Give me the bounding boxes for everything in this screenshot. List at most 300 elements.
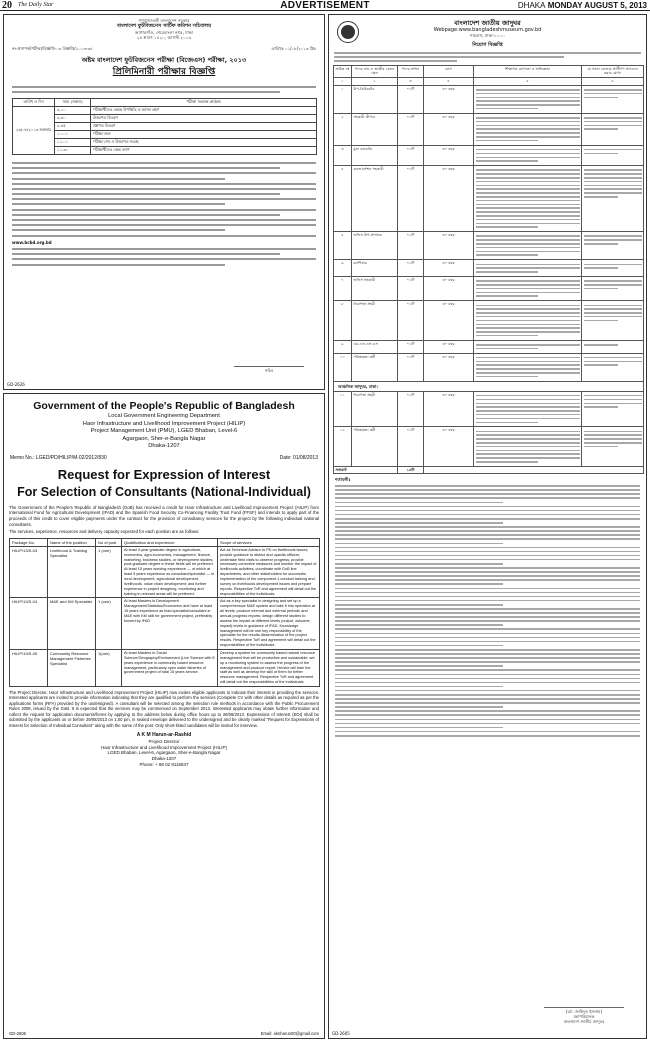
text-line <box>476 157 580 159</box>
memo-date: Date: 01/08/2013 <box>279 454 318 461</box>
table-row <box>10 649 320 686</box>
text-line <box>335 694 640 696</box>
text-line <box>335 678 640 680</box>
signer-block <box>4 732 324 768</box>
text-line <box>335 723 640 725</box>
text-line <box>476 140 538 142</box>
gd-code: GD-2626 <box>7 382 25 387</box>
text-line <box>476 399 580 401</box>
package-number: HILIP/13/S-03 <box>10 546 48 598</box>
table-row <box>13 146 317 154</box>
text-line <box>12 224 316 226</box>
text-line <box>335 588 640 590</box>
qualification-text <box>474 260 582 277</box>
text-line <box>584 173 642 175</box>
post-name: অফিস উপ-প্রশাসক <box>352 232 398 260</box>
table-row <box>13 114 317 122</box>
text-line <box>12 253 280 255</box>
eligible-districts <box>582 276 644 300</box>
text-line <box>335 485 640 487</box>
text-line <box>335 682 640 684</box>
text-line <box>476 128 580 130</box>
post-count: ০১টি <box>398 232 424 260</box>
age-limit: ৩০ বছর <box>424 301 474 340</box>
column-number: ১ <box>334 78 352 86</box>
text-line <box>476 453 580 455</box>
slot-event: উত্তরপত্র বিতরণ <box>91 114 317 122</box>
text-line <box>476 108 538 110</box>
text-line <box>584 185 642 187</box>
text-line <box>584 264 642 266</box>
row-number: ৫ <box>334 232 352 260</box>
exam-schedule-table <box>12 98 317 155</box>
text-line <box>476 446 580 448</box>
signer-phone: Phone: + 88 02 8116847 <box>139 762 189 768</box>
text-line <box>584 312 642 314</box>
text-line <box>12 188 316 190</box>
text-line <box>476 357 580 359</box>
text-line <box>12 214 280 216</box>
section-row <box>334 381 644 391</box>
table-row <box>13 138 317 146</box>
slot-time: ৯.৩০ <box>55 114 91 122</box>
column-header: পরীক্ষা সংক্রান্ত কার্যক্রম <box>91 98 317 106</box>
text-line <box>12 203 225 205</box>
slot-event: পরীক্ষার্থীদের কেন্দ্র ত্যাগ <box>91 146 317 154</box>
text-line <box>335 583 503 585</box>
signer-city: Dhaka-1207 <box>151 756 177 762</box>
scope: Act as Technical Advisor to PD on livelihoods issues; provide guidance to district and upazila officers; undertake field visits to observe progress; provide necessary corrective measures and monitor the impact of livelihoods activities; coordinate with GoB line departments, and other stakeholders for successful implementation of the component 1 conduct training and survey on livelihoods development issues and prepare reports. Respective ToR and agreement will detail out the responsibilities of the individuals. <box>218 546 320 598</box>
column-header: Name of the position <box>48 538 96 546</box>
signatory: সচিব <box>234 366 304 373</box>
text-line <box>476 215 580 217</box>
column-header: পদের সংখ্যা <box>398 65 424 77</box>
text-line <box>335 661 640 663</box>
exam-title: অষ্টম বাংলাদেশ ফুটবিজনেস পরীক্ষা (বিজেএস) পরীক্ষা, ২০১৩ <box>81 56 247 64</box>
table-header-row <box>334 65 644 77</box>
text-line <box>335 518 640 520</box>
org-name: বাংলাদেশ জাতীয় জাদুঘর <box>454 19 521 27</box>
text-line <box>476 153 580 155</box>
text-line <box>476 368 580 370</box>
text-line <box>476 312 580 314</box>
post-name: নিরাপত্তা প্রহরী <box>352 301 398 340</box>
table-row <box>334 113 644 145</box>
eoi-title: Request for Expression of Interest <box>57 467 271 483</box>
total-spacer <box>424 466 644 474</box>
text-line <box>335 735 640 737</box>
text-line <box>476 372 580 374</box>
text-line <box>335 665 503 667</box>
text-line <box>335 637 640 639</box>
memo-number: Memo No.: LGED/PD/HILIP/M-02/2012/830 <box>10 454 107 461</box>
text-line <box>476 288 580 290</box>
text-line <box>335 710 640 712</box>
text-line <box>476 235 580 237</box>
row-number: ১০ <box>334 353 352 381</box>
text-line <box>335 633 640 635</box>
scope-note: The services, experience, resources and delivery capacity expected for each position are as follows: <box>9 529 200 535</box>
text-line <box>476 219 580 221</box>
text-line <box>335 596 640 598</box>
text-line <box>476 335 538 337</box>
row-number: ১২ <box>334 427 352 466</box>
signature-line <box>544 1007 624 1008</box>
qualification-text <box>474 113 582 145</box>
slot-time: ১০.০০ <box>55 130 91 138</box>
text-line <box>476 251 580 253</box>
website-link[interactable]: Webpage:www.bangladeshmuseum.gov.bd <box>433 27 542 34</box>
text-line <box>476 173 580 175</box>
qualification-text <box>474 391 582 427</box>
text-line <box>334 52 641 54</box>
text-line <box>335 571 640 573</box>
table-row <box>334 166 644 232</box>
post-count: 1 (one) <box>96 598 122 650</box>
text-line <box>476 226 538 228</box>
row-number: ১ <box>334 85 352 113</box>
text-line <box>584 177 642 179</box>
text-line <box>335 559 640 561</box>
post-count: ০১টি <box>398 340 424 353</box>
text-line <box>335 530 640 532</box>
table-row <box>334 276 644 300</box>
text-line <box>476 100 580 102</box>
slot-time: ৯.৪৫ <box>55 122 91 130</box>
column-number: ২ <box>352 78 398 86</box>
text-line <box>476 434 580 436</box>
table-row <box>334 353 644 381</box>
column-header: Scope of services <box>218 538 320 546</box>
post-count: ০১টি <box>398 85 424 113</box>
age-limit: ৩০ বছর <box>424 391 474 427</box>
column-header: বয়স <box>424 65 474 77</box>
text-line <box>476 418 580 420</box>
eoi-subtitle: For Selection of Consultants (National-Individual) <box>17 485 311 500</box>
post-name: অফিস সহকারী <box>352 276 398 300</box>
text-line <box>12 258 316 260</box>
text-line <box>476 410 580 412</box>
age-limit: ৩০ বছর <box>424 232 474 260</box>
column-header: ক্রমিক নং <box>334 65 352 77</box>
text-line <box>12 162 316 164</box>
text-line <box>335 522 503 524</box>
qualification-text <box>474 301 582 340</box>
row-number: ৪ <box>334 166 352 232</box>
column-number: ৬ <box>582 78 644 86</box>
eligible-districts <box>582 391 644 427</box>
memo-row <box>4 451 324 461</box>
text-line <box>476 344 580 346</box>
text-line <box>335 604 503 606</box>
table-row <box>334 301 644 340</box>
text-line <box>476 267 580 269</box>
heading-line-4: ২৫ শ্রাবণ ১৪২০, আগস্ট ২০১৩ <box>136 34 192 40</box>
heading-line-3: আগারগাঁও, শেরেবাংলা নগর, ঢাকা <box>135 29 193 35</box>
column-header: No of post <box>96 538 122 546</box>
post-count: ০১টি <box>398 353 424 381</box>
text-line <box>476 211 580 213</box>
text-line <box>476 376 538 378</box>
text-line <box>12 172 316 174</box>
signatory-block <box>544 1007 624 1024</box>
text-line <box>335 698 640 700</box>
text-line <box>584 320 619 322</box>
slot-time: ১১.৩০ <box>55 146 91 154</box>
vacancy-rows <box>334 85 644 381</box>
text-line <box>584 442 642 444</box>
slot-time: ৯.০০ <box>55 106 91 114</box>
text-line <box>12 193 280 195</box>
eligible-districts <box>582 353 644 381</box>
section-title: ADVERTISEMENT <box>280 0 370 11</box>
text-line <box>476 324 580 326</box>
text-line <box>584 316 642 318</box>
row-number: ৬ <box>334 260 352 277</box>
museum-logo <box>337 21 359 43</box>
text-line <box>12 178 225 180</box>
text-line <box>584 192 642 194</box>
qualification-text <box>474 85 582 113</box>
text-line <box>335 502 503 504</box>
org-address: শাহবাগ, ঢাকা-১০০০ <box>470 33 505 39</box>
text-line <box>476 331 580 333</box>
column-header: শিক্ষাগত যোগ্যতা ও অভিজ্ঞতা <box>474 65 582 77</box>
text-line <box>335 731 640 733</box>
page-number: 20 <box>2 0 12 11</box>
text-line <box>476 264 580 266</box>
text-line <box>476 93 580 95</box>
text-line <box>476 160 538 162</box>
text-line <box>476 316 580 318</box>
address-line-2: Dhaka-1207 <box>148 443 180 450</box>
row-number: ৩ <box>334 145 352 165</box>
text-line <box>335 493 640 495</box>
ad-header <box>329 15 646 39</box>
row-number: ২ <box>334 113 352 145</box>
gd-code: GD-2605 <box>332 1031 350 1036</box>
column-header: তারিখ ও দিন <box>13 98 55 106</box>
memo-number: নং-প্রসাপর্ক/পরীক্ষা/বিজ্ঞপ্তি-০৩ বিজ্ঞপ্তি/২০১৩-৩৪ <box>12 46 93 51</box>
text-line <box>584 169 642 171</box>
post-count: ০১টি <box>398 391 424 427</box>
text-line <box>476 185 580 187</box>
slot-event: প্রশ্নপত্র বিতরণ <box>91 122 317 130</box>
text-line <box>584 97 619 99</box>
slot-time: ১১.০০ <box>55 138 91 146</box>
signer-email[interactable]: Email: aknharun00@gmail.com <box>260 1030 319 1036</box>
age-limit: ৩০ বছর <box>424 145 474 165</box>
qualification-text <box>474 166 582 232</box>
text-line <box>584 308 642 310</box>
post-count: ০১টি <box>398 113 424 145</box>
exam-date: ২৩/০৮/২০১৩ শুক্রবার <box>13 106 55 154</box>
text-line <box>584 125 642 127</box>
instructions-block <box>4 155 324 266</box>
text-line <box>335 608 640 610</box>
text-line <box>584 284 642 286</box>
text-line <box>584 89 642 91</box>
text-line <box>476 395 580 397</box>
text-line <box>335 538 640 540</box>
museum-recruitment-ad <box>328 14 647 1039</box>
closing-paragraph: The Project Director, Haor Infrastructure and Livelihood Improvement Project (HILIP) now invites eligible applicants to indicate their interest in providing the services. Interested applicants are invited to provide information indicating that they are qualified to perform the services (Complete CV with other details as required as per the applications forms (RFA) provided by the undersigned). A consultant will be selected among the selection rule methods in accordance with the Public Procurement Rules 2008, issued by the GoB. It is expected that the services may be commenced on September 2013. Interested applicants may obtain further information and collect the request for application documents/forms by applying to the address below during office hours up to 28/08/2013. Expressions of Interest (EOI) shall be submitted by the applicants on or before 29/08/2013 on 1.00 pm, in sealed envelope delivered to the undersigned and be clearly marked "Request for Expressions of Interest for Selection of Individual Consultant" along with the name of the post. Only short-listed candidates will be invited for interview. <box>9 690 319 728</box>
department-name: Local Government Engineering Department <box>108 413 220 420</box>
age-limit: ৩০ বছর <box>424 427 474 466</box>
qualification: At least Masters in Development Management/Statistics/Economics and have at least 15 years experience as lead specialist/consultant in M&E with KM skill for government project, preferably funded by IFAD <box>122 598 218 650</box>
qualification: At least Masters in Social Science/Geography/Environment (Live Science with 8 years experience in community based resource management, particularly open water fisheries of government project of total 15 years service. <box>122 649 218 686</box>
total-label: সর্বমোট <box>334 466 398 474</box>
text-line <box>584 399 642 401</box>
post-count: ০১টি <box>398 145 424 165</box>
post-name: পরিচ্ছন্নতা কর্মী <box>352 353 398 381</box>
text-line <box>584 280 642 282</box>
text-line <box>584 93 642 95</box>
post-count: 1 (one) <box>96 546 122 598</box>
signatory-org: বাংলাদেশ জাতীয় জাদুঘর <box>563 1019 605 1024</box>
eoi-consultants-ad <box>3 393 325 1039</box>
text-line <box>476 461 538 463</box>
table-row <box>334 260 644 277</box>
text-line <box>335 686 503 688</box>
intro-text <box>4 78 324 92</box>
text-line <box>12 235 316 237</box>
text-line <box>335 497 640 499</box>
table-row <box>334 145 644 165</box>
project-name: Haor Infrastructure and Livelihood Improvement Project (HILIP) <box>82 420 246 427</box>
text-line <box>12 86 316 88</box>
memo-date: তারিখঃ ০১/০৮/২০১৩ খ্রিঃ <box>271 46 316 51</box>
text-line <box>476 422 538 424</box>
text-line <box>584 267 619 269</box>
table-row <box>10 598 320 650</box>
total-row <box>334 466 644 474</box>
ad-header <box>4 15 324 40</box>
page-masthead <box>0 0 650 11</box>
text-line <box>335 612 640 614</box>
text-line <box>335 489 640 491</box>
post-count: 1(one) <box>96 649 122 686</box>
text-line <box>476 188 580 190</box>
table-row <box>13 122 317 130</box>
text-line <box>12 248 316 250</box>
text-line <box>12 198 316 200</box>
text-line <box>476 361 580 363</box>
text-line <box>335 534 640 536</box>
column-header: যে সকল জেলার প্রার্থীগণ আবেদন করার যোগ্য <box>582 65 644 77</box>
text-line <box>335 645 503 647</box>
signer-name: A K M Harun-ar-Rashid <box>136 732 192 739</box>
text-line <box>476 196 580 198</box>
text-line <box>584 344 619 346</box>
dateline-date: MONDAY AUGUST 5, 2013 <box>547 1 647 10</box>
text-line <box>335 674 640 676</box>
signer-address: LGED Bhaban, Level-6, Agargaon, Sher-e-Bangla Nagar <box>107 750 221 756</box>
table-row <box>13 106 317 114</box>
text-line <box>12 229 225 231</box>
row-number: ১১ <box>334 391 352 427</box>
text-line <box>335 616 640 618</box>
text-line <box>476 125 580 127</box>
text-line <box>476 136 580 138</box>
package-number: HILIP/13/S-05 <box>10 649 48 686</box>
scope: Act as a key specialist in designing and set up a comprehensive M&E system and take it into operation at all levels; produce internal and external periodic and annual progress reports; design different studies to assess the impact at different levels (output, outcome, impact) levels in guidance of IFAD. Knowledge management will be one key responsibility of the specialist for the results dissemination of the project results. Respective ToR and agreement will detail out the responsibilities of the individuals. <box>218 598 320 650</box>
post-name: মুদ্রা কাডেটর <box>352 145 398 165</box>
text-line <box>335 592 640 594</box>
age-limit: ৩০ বছর <box>424 166 474 232</box>
text-line <box>584 188 642 190</box>
text-line <box>584 121 642 123</box>
text-line <box>584 361 642 363</box>
text-line <box>476 327 580 329</box>
text-line <box>335 575 640 577</box>
table-row <box>334 427 644 466</box>
text-line <box>584 438 642 440</box>
text-line <box>335 690 640 692</box>
text-line <box>584 288 619 290</box>
total-value: ১৪টি <box>398 466 424 474</box>
text-line <box>335 547 640 549</box>
signatory-title: মহাপরিচালক <box>573 1014 595 1019</box>
qualification-text <box>474 276 582 300</box>
memo-row <box>4 40 324 51</box>
eligible-districts <box>582 340 644 353</box>
text-line <box>476 438 580 440</box>
text-line <box>12 167 280 169</box>
ad-footer <box>4 1031 324 1036</box>
text-line <box>335 620 640 622</box>
text-line <box>584 243 619 245</box>
row-number: ৮ <box>334 301 352 340</box>
text-line <box>476 364 580 366</box>
row-number: ৭ <box>334 276 352 300</box>
text-line <box>476 89 580 91</box>
text-line <box>335 510 640 512</box>
post-name: ক্যাশিয়ার <box>352 260 398 277</box>
text-line <box>476 320 580 322</box>
text-line <box>476 254 538 256</box>
text-line <box>335 669 640 671</box>
text-line <box>476 295 538 297</box>
column-header: পদের নাম ও জাতীয় বেতন স্কেল <box>352 65 398 77</box>
text-line <box>584 196 619 198</box>
government-title: Government of the People's Republic of Bangladesh <box>33 400 295 412</box>
text-line <box>335 624 503 626</box>
text-line <box>584 181 642 183</box>
website-link[interactable]: www.bcbd.org.bd <box>12 239 52 245</box>
paper-name: The Daily Star <box>18 2 54 8</box>
table-header-row <box>10 538 320 546</box>
conditions-title: শর্তাবলীঃ <box>335 477 351 483</box>
eligible-districts <box>582 427 644 466</box>
text-line <box>476 223 580 225</box>
text-line <box>476 457 580 459</box>
age-limit: ৩০ বছর <box>424 85 474 113</box>
text-line <box>476 243 580 245</box>
column-number: ৫ <box>474 78 582 86</box>
section-title: আঞ্চলিক জাদুঘর, ঢাকা। <box>334 381 644 391</box>
text-line <box>335 579 640 581</box>
text-line <box>335 563 503 565</box>
text-line <box>335 727 503 729</box>
age-limit: ৩০ বছর <box>424 260 474 277</box>
post-count: ০১টি <box>398 276 424 300</box>
text-line <box>476 192 580 194</box>
text-line <box>335 702 640 704</box>
eligible-districts <box>582 85 644 113</box>
post-name: এম.এল.এস.এস <box>352 340 398 353</box>
post-count: ০১টি <box>398 427 424 466</box>
